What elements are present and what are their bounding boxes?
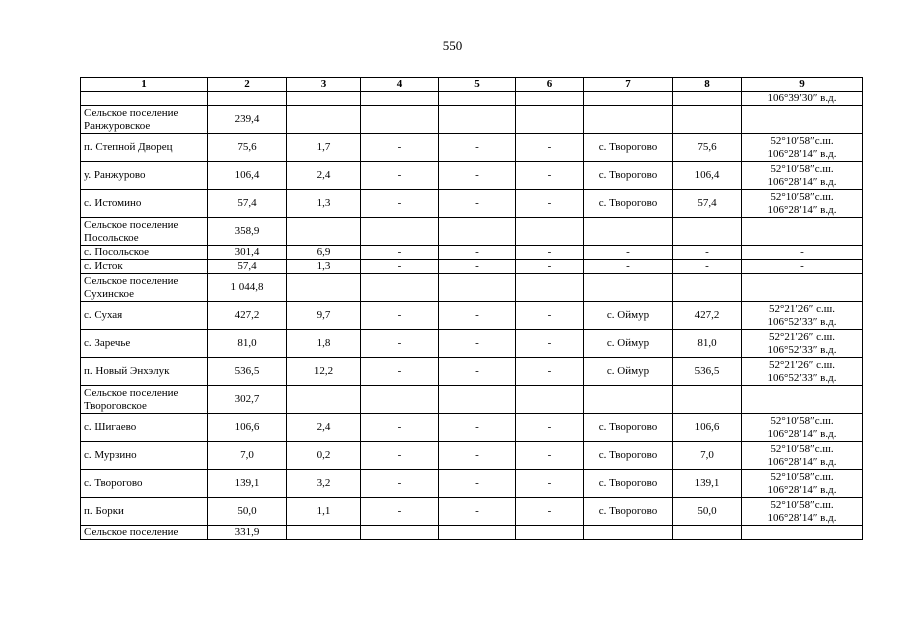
table-cell-col1: с. Исток [81,260,208,274]
table-cell-col7 [584,106,673,134]
table-cell-col5: - [439,162,516,190]
table-cell-col8: 50,0 [673,498,742,526]
table-cell-col1: п. Степной Дворец [81,134,208,162]
table-cell-col4: - [361,414,439,442]
coordinate-line: 52°21′26″ с.ш. [769,358,835,371]
table-cell-col8 [673,386,742,414]
settlement-group-row [81,218,863,246]
table-cell-col6 [516,526,584,540]
table-cell-col4: - [361,246,439,260]
table-cell-col3: 1,3 [287,260,361,274]
table-cell-col9 [742,386,863,414]
table-cell-col9 [742,106,863,134]
coordinates-cell [742,470,863,498]
table-cell-col5 [439,218,516,246]
table-cell-col3 [287,386,361,414]
table-cell-col4 [361,106,439,134]
table-cell-col3: 1,7 [287,134,361,162]
table-row [81,414,863,442]
column-header: 6 [516,78,584,92]
table-cell-col6: - [516,260,584,274]
table-cell-col4: - [361,134,439,162]
table-cell-col3 [287,218,361,246]
coordinate-line: 52°10′58″с.ш. [770,498,834,511]
column-header: 2 [208,78,287,92]
coordinate-line: 106°52′33″ в.д. [767,315,837,328]
coordinate-line: 106°28′14″ в.д. [767,483,837,496]
table-cell-col7 [584,526,673,540]
table-cell-col1: Сельское поселение Сухинское [81,274,208,302]
table-cell-col9 [742,218,863,246]
table-cell-col6: - [516,330,584,358]
table-cell-col2: 302,7 [208,386,287,414]
table-cell-col1: Сельское поселение Посольское [81,218,208,246]
table-cell-col1: Сельское поселение Ранжуровское [81,106,208,134]
table-cell-col8 [673,218,742,246]
coordinates-cell [742,190,863,218]
table-cell-col6: - [516,414,584,442]
coordinate-line: 52°10′58″с.ш. [770,134,834,147]
table-cell-col6 [516,274,584,302]
table-cell-col8: 81,0 [673,330,742,358]
table-cell-col2: 106,6 [208,414,287,442]
table-row [81,498,863,526]
table-cell-col8: 57,4 [673,190,742,218]
table-cell-col6: - [516,358,584,386]
table-cell-col4: - [361,442,439,470]
table-cell-col7: с. Оймур [584,330,673,358]
table-cell-col5: - [439,358,516,386]
table-cell-col5: - [439,302,516,330]
table-cell-col9: - [742,260,863,274]
table-row [81,190,863,218]
table-cell-col8: 106,6 [673,414,742,442]
table-cell-col6: - [516,498,584,526]
table-cell-col3: 12,2 [287,358,361,386]
coordinate-line: 106°28′14″ в.д. [767,511,837,524]
table-cell-col7 [584,218,673,246]
column-header: 7 [584,78,673,92]
table-cell-col6: - [516,134,584,162]
table-cell-col7: с. Творогово [584,442,673,470]
table-cell-col5 [439,274,516,302]
table-row [81,162,863,190]
table-cell-col6: - [516,190,584,218]
table-cell-col2: 50,0 [208,498,287,526]
table-cell-col2: 358,9 [208,218,287,246]
table-cell-col1: Сельское поселение Твороговское [81,386,208,414]
table-cell-col9 [742,526,863,540]
table-cell-col1: п. Борки [81,498,208,526]
table-cell-col1: у. Ранжурово [81,162,208,190]
table-cell-col2: 1 044,8 [208,274,287,302]
coordinate-line: 52°10′58″с.ш. [770,414,834,427]
coordinates-cell [742,330,863,358]
table-cell-col1: п. Новый Энхэлук [81,358,208,386]
table-cell-col8: 106,4 [673,162,742,190]
table-cell-col5 [439,386,516,414]
table-cell-col5: - [439,190,516,218]
table-cell-col7: с. Творогово [584,498,673,526]
table-cell-col6: - [516,442,584,470]
table-cell-col3: 3,2 [287,470,361,498]
table-cell-col2: 75,6 [208,134,287,162]
table-cell-col7: - [584,246,673,260]
coordinates-cell [742,134,863,162]
table-cell-col3: 2,4 [287,162,361,190]
coordinate-line: 106°52′33″ в.д. [767,343,837,356]
table-cell-col8: 427,2 [673,302,742,330]
table-cell-col3: 6,9 [287,246,361,260]
table-cell-col5: - [439,442,516,470]
table-cell-col2: 427,2 [208,302,287,330]
table-cell-col3 [287,274,361,302]
table-cell-col7: с. Оймур [584,302,673,330]
column-header: 4 [361,78,439,92]
table-cell-col4: - [361,498,439,526]
table-cell-col9: - [742,246,863,260]
table-cell-col6: - [516,470,584,498]
header-row [81,78,863,92]
table-cell-col3 [287,106,361,134]
settlement-group-row [81,386,863,414]
column-header: 3 [287,78,361,92]
table-cell-col8 [673,274,742,302]
table-cell-col4 [361,386,439,414]
table-cell-col4: - [361,260,439,274]
table-cell-col1: с. Сухая [81,302,208,330]
table-cell-col5: - [439,260,516,274]
table-cell-col8: 139,1 [673,470,742,498]
table-cell-col6: - [516,302,584,330]
table-cell-col7: с. Творогово [584,162,673,190]
table-cell-col4 [361,274,439,302]
table-cell-col1: Сельское поселение [81,526,208,540]
table-cell-col5: - [439,470,516,498]
table-cell-col5 [439,106,516,134]
column-header: 8 [673,78,742,92]
table-cell-col7: с. Творогово [584,414,673,442]
coordinate-line: 106°28′14″ в.д. [767,203,837,216]
coordinate-line: 52°10′58″с.ш. [770,162,834,175]
coordinates-cell [742,498,863,526]
table-cell-col1: с. Шигаево [81,414,208,442]
table-cell-col6 [516,218,584,246]
table-cell-col3: 1,8 [287,330,361,358]
table-cell-col2: 239,4 [208,106,287,134]
table-cell-col3 [287,526,361,540]
coordinate-line: 52°10′58″с.ш. [770,190,834,203]
table-cell-col2: 139,1 [208,470,287,498]
table-cell-col7: - [584,260,673,274]
column-header: 1 [81,78,208,92]
table-row [81,260,863,274]
table-cell-col2: 7,0 [208,442,287,470]
table-cell-col8: - [673,246,742,260]
coordinate-line: 52°10′58″с.ш. [770,470,834,483]
table-cell-col4: - [361,470,439,498]
table-cell-col4 [361,218,439,246]
table-cell-col7: с. Творогово [584,190,673,218]
table-cell-col8: - [673,260,742,274]
continuation-row [81,92,863,106]
table-row [81,358,863,386]
table-cell-col1: с. Посольское [81,246,208,260]
table-cell-col5: - [439,330,516,358]
coordinates-cell [742,92,863,106]
table-cell-col4: - [361,190,439,218]
coordinate-line: 106°52′33″ в.д. [767,371,837,384]
table-cell-col7: с. Оймур [584,358,673,386]
table-cell-col8 [673,106,742,134]
table-cell-col2: 536,5 [208,358,287,386]
table-cell-col3: 1,3 [287,190,361,218]
table-cell-col5 [439,526,516,540]
table-cell-col5: - [439,246,516,260]
coordinates-cell [742,358,863,386]
table-cell-col8 [673,526,742,540]
table-cell-col2: 81,0 [208,330,287,358]
table-cell-col4: - [361,162,439,190]
table-cell-col7 [584,386,673,414]
column-header: 5 [439,78,516,92]
table-cell-col7 [584,274,673,302]
coordinate-line: 106°28′14″ в.д. [767,175,837,188]
table-cell-col2: 57,4 [208,190,287,218]
table-cell-col3: 9,7 [287,302,361,330]
table-cell-col4: - [361,358,439,386]
table-cell-col2: 57,4 [208,260,287,274]
table-cell-col5: - [439,498,516,526]
table-row [81,470,863,498]
table-cell-col1: с. Заречье [81,330,208,358]
table-cell-col7: с. Творогово [584,134,673,162]
table-cell-col6: - [516,246,584,260]
settlements-table [80,77,863,540]
table-cell-col6: - [516,162,584,190]
table-cell-col3: 2,4 [287,414,361,442]
coordinate-line: 106°28′14″ в.д. [767,455,837,468]
table-cell-col1: с. Мурзино [81,442,208,470]
coordinate-line: 106°28′14″ в.д. [767,427,837,440]
table-cell-col3: 0,2 [287,442,361,470]
table-cell-col5: - [439,134,516,162]
table-cell-col2: 301,4 [208,246,287,260]
table-cell-col1: с. Творогово [81,470,208,498]
table-row [81,134,863,162]
settlement-group-row [81,274,863,302]
table-cell-col9 [742,274,863,302]
page-number: 550 [442,38,463,53]
table-cell-col4: - [361,330,439,358]
table-row [81,302,863,330]
column-header: 9 [742,78,863,92]
coordinate-line: 106°39′30″ в.д. [767,92,837,104]
table-cell-col1: с. Истомино [81,190,208,218]
coordinate-line: 52°21′26″ с.ш. [769,302,835,315]
table-row [81,330,863,358]
table-cell-col3: 1,1 [287,498,361,526]
table-cell-col4: - [361,302,439,330]
coordinate-line: 52°21′26″ с.ш. [769,330,835,343]
settlement-group-row [81,106,863,134]
table-cell-col8: 75,6 [673,134,742,162]
table-cell-col4 [361,526,439,540]
coordinates-cell [742,442,863,470]
coordinate-line: 52°10′58″с.ш. [770,442,834,455]
table-cell-col6 [516,106,584,134]
coordinates-cell [742,302,863,330]
table-row [81,246,863,260]
settlement-group-row [81,526,863,540]
coordinates-cell [742,414,863,442]
table-cell-col8: 536,5 [673,358,742,386]
table-cell-col8: 7,0 [673,442,742,470]
table-cell-col6 [516,386,584,414]
coordinate-line: 106°28′14″ в.д. [767,147,837,160]
table-row [81,442,863,470]
table-cell-col2: 106,4 [208,162,287,190]
table-cell-col7: с. Творогово [584,470,673,498]
coordinates-cell [742,162,863,190]
table-cell-col5: - [439,414,516,442]
table-cell-col2: 331,9 [208,526,287,540]
